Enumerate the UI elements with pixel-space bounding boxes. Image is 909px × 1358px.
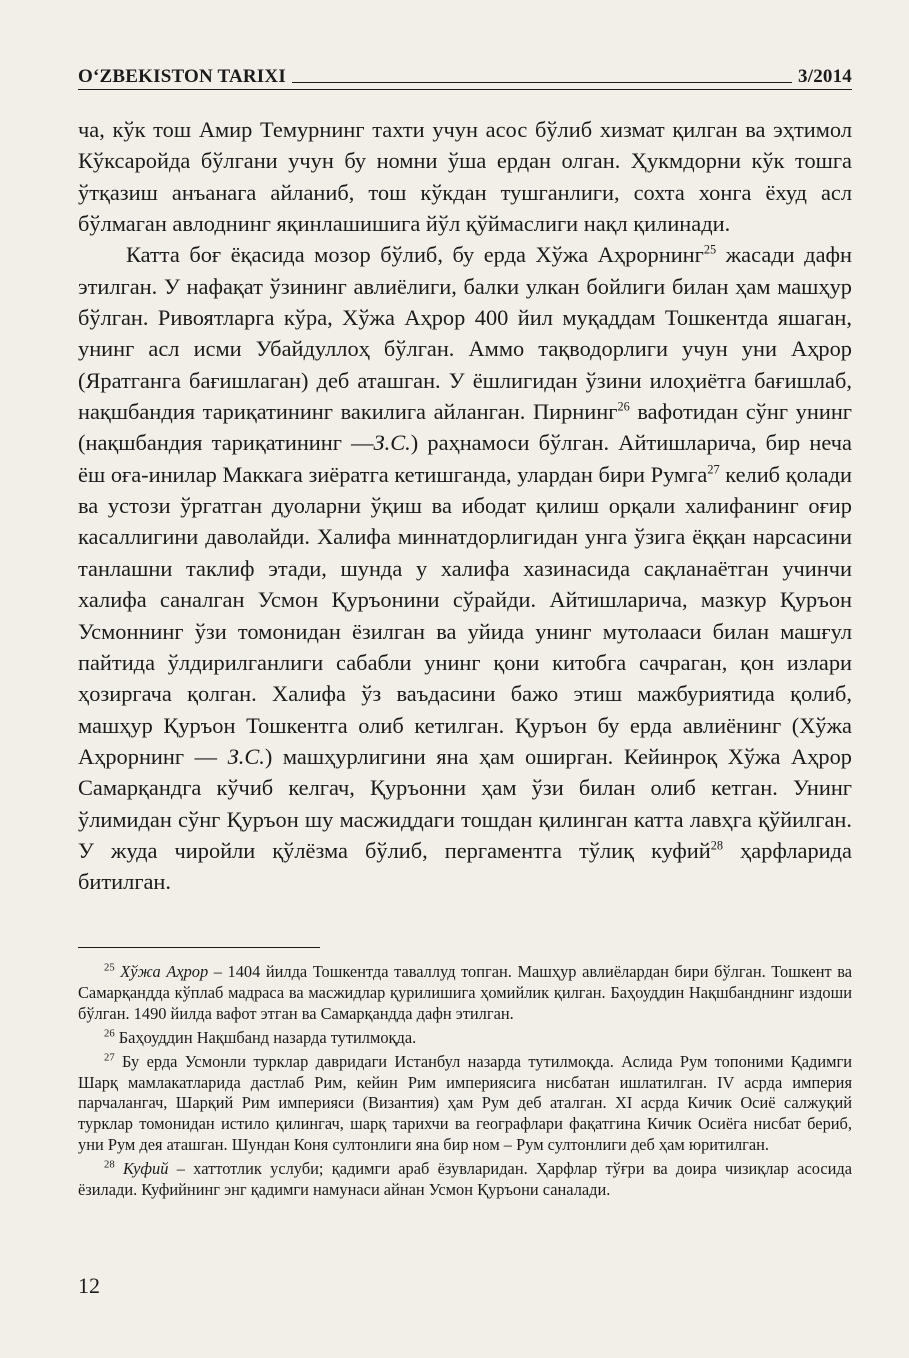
header-rule: [292, 82, 792, 83]
text-run: ) машҳурлигини яна ҳам оширган. Кейинроқ Хўжа Аҳрор Самарқандга кўчиб келгач, Қуръонни ҳам ўзи билан олиб кетган. Унинг ўлимидан сўнг Қуръон шу масжиддаги тошдан қилинган катта лавҳга қўйилган. У жуда чиройли қўлёзма бўлиб, пергаментга тўлиқ куфий: [78, 743, 853, 863]
footnotes: [78, 962, 852, 1204]
text-run: келиб қолади ва устози ўргатган дуоларни ўқиш ва ибодат қилиш орқали халифанинг оғир касаллигини даволайди. Халифа миннатдорлигидан унга ўзига ёққан нарсасини танлашни таклиф этади, шунда у халифа хазинасида сақланаётган учинчи халифа саналган Усмон Қуръонини сўрайди. Айтишларича, мазкур Қуръон Усмоннинг ўзи томонидан ёзилган ва уйида унинг мутолааси билан машғул пайтида ўлдирилганлиги сабабли унинг қони китобга сачраган, қон излари ҳозиргача қолган. Халифа ўз ваъдасини бажо этиш мажбуриятида қолиб, машҳур Қуръон Тошкентга олиб кетилган. Қуръон бу ерда авлиёнинг (Хўжа Аҳрорнинг —: [78, 461, 852, 769]
text-run: ) раҳнамоси бўлган. Айтишларича, бир неча ёш оға-инилар Маккага зиёратга кетишганда, улардан бири Румга: [78, 430, 852, 487]
text-run: Катта боғ ёқасида мозор бўлиб, бу ерда Хўжа Аҳрорнинг: [126, 242, 704, 268]
text-run: —: [351, 430, 374, 456]
footnote-28: [78, 1159, 852, 1201]
page-number: 12: [78, 1273, 100, 1298]
footnote-26: [78, 1028, 852, 1049]
footnote-term: Хўжа Аҳрор: [120, 962, 209, 981]
header-divider: [78, 89, 852, 90]
author-initials: З.С.: [227, 743, 265, 769]
footnote-number: 25: [104, 962, 115, 974]
author-initials: З.С.: [373, 430, 411, 456]
footnote-ref-27[interactable]: 27: [707, 462, 720, 477]
footnote-text: – 1404 йилда Тошкентда таваллуд топган. Машҳур авлиёлардан бири бўлган. Тошкент ва Самарқандда кўплаб мадраса ва масжидлар қурилишига ҳомийлик қилган. Баҳоуддин Нақшбанднинг издоши бўлган. 1490 йилда вафот этган ва Самарқандда дафн этилган.: [78, 962, 852, 1023]
text-run: ҳарфларида битилган.: [78, 837, 852, 895]
paragraph-1: ча, кўк тош Амир Темурнинг тахти учун асос бўлиб хизмат қилган ва эҳтимол Кўксаройда бўлгани учун бу номни ўша ердан олган. Ҳукмдорни кўк тошга ўтқазиш анъанага айланиб, тош кўкдан тушганлиги, сохта хонга ёхуд асл бўлмаган авлоднинг яқинлашишига йўл қўймаслиги нақл қилинади.: [78, 117, 852, 237]
main-text: [78, 114, 852, 898]
text-run: жасади дафн этилган. У нафақат ўзининг авлиёлиги, балки улкан бойлиги билан ҳам машҳур бўлган. Ривоятларга кўра, Хўжа Аҳрор 400 йил муқаддам Тошкентда яшаган, унинг асл исми Убайдуллоҳ бўлган. Аммо тақводорлиги учун уни Аҳрор (Яратганга бағишлаган) деб аташган. У ёшлигидан ўзини илоҳиётга бағишлаб, нақшбандия тариқатининг вакилига айланган. Пирнинг: [78, 242, 853, 425]
footnote-text: Бу ерда Усмонли турклар давридаги Истанбул назарда тутилмоқда. Аслида Рум топоними Қадимги Шарқ мамлакатларида дастлаб Рим, кейин Рим империясига нисбатан ишлатилган. IV асрда империя парчалангач, Шарқий Рим империяси (Византия) ҳам Рум деб аталган. XI асрда Кичик Осиё салжуқий турклар томонидан истило қилингач, шарқ тарихчи ва географлари фақатгина Кичик Осиёга нисбат бериб, уни Рум дея аташган. Шундан Коня султонлиги яна бир ном – Рум султонлиги деб ҳам юритилган.: [78, 1051, 852, 1155]
paragraph-2: [78, 239, 852, 897]
footnote-ref-26[interactable]: 26: [617, 399, 630, 414]
issue-number: 3/2014: [798, 66, 852, 87]
running-head: [78, 58, 852, 88]
footnote-term: Куфий: [122, 1159, 169, 1179]
footnote-ref-25[interactable]: 25: [703, 242, 717, 257]
footnote-27: [78, 1052, 852, 1157]
footnote-text: – хаттотлик услуби; қадимги араб ёзувларидан. Ҳарфлар тўғри ва доира чизиқлар асосида ёзилади. Куфийнинг энг қадимги намунаси айнан Усмон Қуръони саналади.: [78, 1159, 852, 1200]
footnote-number: 28: [104, 1159, 115, 1171]
journal-title: O‘ZBEKISTON TARIXI: [78, 66, 286, 87]
footnote-number: 27: [104, 1052, 115, 1064]
footnote-number: 26: [104, 1028, 115, 1040]
footnote-25: [78, 962, 852, 1025]
footnote-text: Баҳоуддин Нақшбанд назарда тутилмоқда.: [118, 1027, 417, 1047]
footnote-separator: [78, 947, 320, 948]
footnote-ref-28[interactable]: 28: [710, 838, 724, 853]
text-run: вафотидан сўнг унинг (нақшбандия тариқатининг: [78, 399, 852, 456]
